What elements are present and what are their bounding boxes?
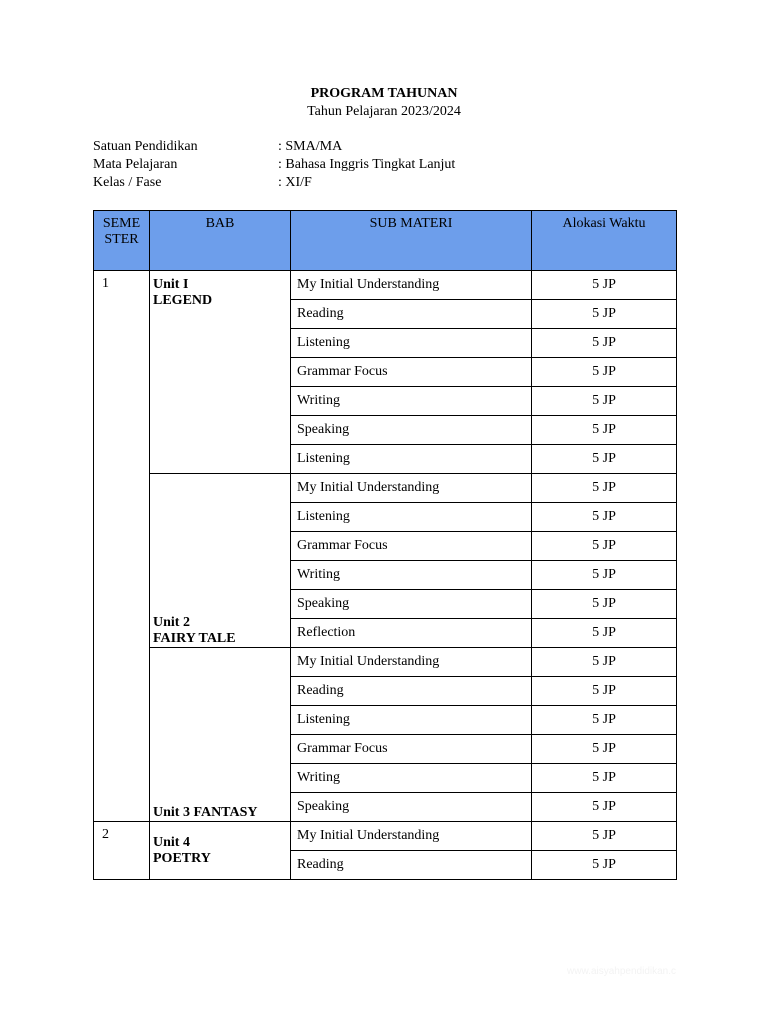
sub-materi-cell: Speaking [291, 793, 532, 822]
header-alokasi: Alokasi Waktu [532, 211, 677, 271]
alokasi-cell: 5 JP [532, 474, 677, 503]
alokasi-cell: 5 JP [532, 329, 677, 358]
bab-cell-unit3 [150, 648, 291, 822]
semester-cell: 1 [94, 271, 150, 822]
alokasi-cell: 5 JP [532, 416, 677, 445]
alokasi-cell: 5 JP [532, 358, 677, 387]
semester-cell: 2 [94, 822, 150, 880]
unit-title: Unit 3 FANTASY [153, 805, 258, 820]
bab-cell-unit2 [150, 474, 291, 648]
bab-cell-unit4 [150, 822, 291, 880]
sub-materi-cell: Reading [291, 300, 532, 329]
table-row [94, 271, 677, 300]
meta-key: Satuan Pendidikan [93, 139, 198, 154]
unit-title: Unit I [153, 277, 189, 292]
unit-name: LEGEND [153, 293, 213, 308]
document-subtitle: Tahun Pelajaran 2023/2024 [307, 104, 461, 119]
table-header-row [94, 211, 677, 271]
unit-title: Unit 4 [153, 834, 190, 850]
table-row [94, 822, 677, 851]
unit-name: POETRY [153, 850, 211, 866]
header-semester: SEME STER [94, 211, 150, 271]
sub-materi-cell: Speaking [291, 416, 532, 445]
alokasi-cell: 5 JP [532, 532, 677, 561]
meta-value: : XI/F [278, 175, 312, 190]
unit-name: FAIRY TALE [153, 631, 236, 646]
sub-materi-cell: Speaking [291, 590, 532, 619]
sub-materi-cell: Grammar Focus [291, 735, 532, 764]
sub-materi-cell: My Initial Understanding [291, 474, 532, 503]
alokasi-cell: 5 JP [532, 271, 677, 300]
alokasi-cell: 5 JP [532, 445, 677, 474]
alokasi-cell: 5 JP [532, 793, 677, 822]
sub-materi-cell: Writing [291, 561, 532, 590]
alokasi-cell: 5 JP [532, 503, 677, 532]
sub-materi-cell: Listening [291, 329, 532, 358]
header-sub-materi: SUB MATERI [291, 211, 532, 271]
sub-materi-cell: Writing [291, 387, 532, 416]
alokasi-cell: 5 JP [532, 648, 677, 677]
alokasi-cell: 5 JP [532, 590, 677, 619]
meta-key: Kelas / Fase [93, 175, 162, 190]
alokasi-cell: 5 JP [532, 735, 677, 764]
alokasi-cell: 5 JP [532, 619, 677, 648]
program-table [93, 210, 677, 880]
alokasi-cell: 5 JP [532, 387, 677, 416]
alokasi-cell: 5 JP [532, 677, 677, 706]
sub-materi-cell: Writing [291, 764, 532, 793]
sub-materi-cell: Listening [291, 503, 532, 532]
sub-materi-cell: Grammar Focus [291, 532, 532, 561]
sub-materi-cell: Reflection [291, 619, 532, 648]
meta-value: : SMA/MA [278, 139, 343, 154]
header-bab: BAB [150, 211, 291, 271]
unit-title: Unit 2 [153, 615, 190, 630]
document-title: PROGRAM TAHUNAN [310, 86, 458, 101]
meta-value: : Bahasa Inggris Tingkat Lanjut [278, 157, 456, 172]
sub-materi-cell: Reading [291, 851, 532, 880]
sub-materi-cell: Listening [291, 706, 532, 735]
alokasi-cell: 5 JP [532, 300, 677, 329]
sub-materi-cell: Grammar Focus [291, 358, 532, 387]
bab-cell-unit1 [150, 271, 291, 474]
sub-materi-cell: My Initial Understanding [291, 271, 532, 300]
alokasi-cell: 5 JP [532, 851, 677, 880]
sub-materi-cell: Reading [291, 677, 532, 706]
sub-materi-cell: My Initial Understanding [291, 648, 532, 677]
sub-materi-cell: My Initial Understanding [291, 822, 532, 851]
sub-materi-cell: Listening [291, 445, 532, 474]
alokasi-cell: 5 JP [532, 561, 677, 590]
watermark: www.aisyahpendidikan.c [567, 966, 676, 977]
alokasi-cell: 5 JP [532, 764, 677, 793]
alokasi-cell: 5 JP [532, 706, 677, 735]
table-row [94, 648, 677, 677]
table-row [94, 474, 677, 503]
alokasi-cell: 5 JP [532, 822, 677, 851]
meta-key: Mata Pelajaran [93, 157, 178, 172]
